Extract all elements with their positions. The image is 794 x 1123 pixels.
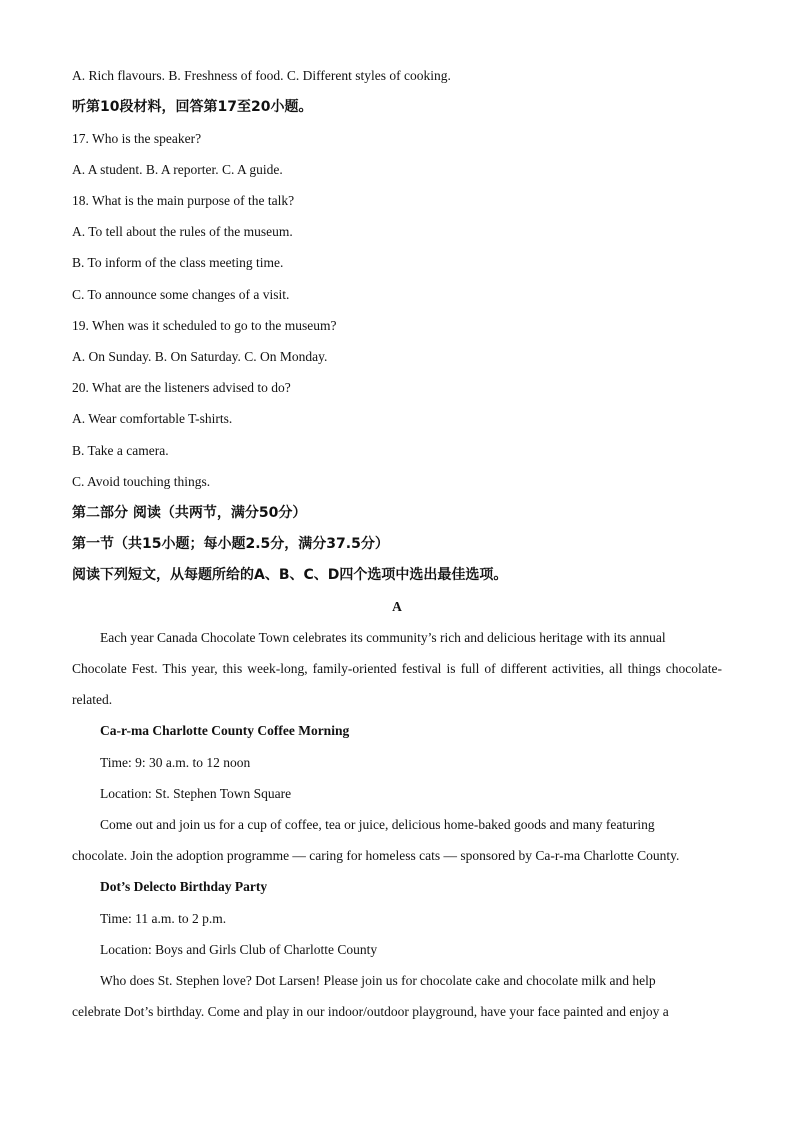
q16-options: A. Rich flavours. B. Freshness of food. C. Different styles of cooking.: [72, 68, 451, 83]
q19-options: A. On Sunday. B. On Saturday. C. On Monday.: [72, 349, 328, 364]
q17-options: A. A student. B. A reporter. C. A guide.: [72, 162, 283, 177]
q20-option-a: A. Wear comfortable T-shirts.: [72, 411, 233, 426]
q18-option-b: B. To inform of the class meeting time.: [72, 255, 284, 270]
part2-heading: 第二部分 阅读（共两节，满分50分）: [72, 505, 307, 521]
passage-letter: A: [392, 599, 402, 614]
event2-desc-2: celebrate Dot’s birthday. Come and play in our indoor/outdoor playground, have your face painted and enjoy a: [72, 1004, 669, 1019]
intro-line-3: related.: [72, 692, 113, 707]
q20-option-b: B. Take a camera.: [72, 443, 169, 458]
event1-time: Time: 9: 30 a.m. to 12 noon: [100, 755, 251, 770]
q18-option-a: A. To tell about the rules of the museum.: [72, 224, 293, 239]
event1-desc-2: chocolate. Join the adoption programme — caring for homeless cats — sponsored by Ca-r-ma Charlotte County.: [72, 848, 680, 863]
q19-question: 19. When was it scheduled to go to the museum?: [72, 318, 337, 333]
event1-title: Ca-r-ma Charlotte County Coffee Morning: [100, 723, 350, 738]
q18-question: 18. What is the main purpose of the talk?: [72, 193, 295, 208]
event2-location: Location: Boys and Girls Club of Charlotte County: [100, 942, 378, 957]
intro-line-1: Each year Canada Chocolate Town celebrates its community’s rich and delicious heritage with its annual: [100, 630, 666, 645]
event2-desc-1: Who does St. Stephen love? Dot Larsen! Please join us for chocolate cake and chocolate milk and help: [100, 973, 656, 988]
section10-instruction: 听第10段材料，回答第17至20小题。: [72, 99, 313, 115]
intro-line-2: Chocolate Fest. This year, this week-long, family-oriented festival is full of different activities, all things chocolate-: [72, 661, 722, 676]
q18-option-c: C. To announce some changes of a visit.: [72, 287, 290, 302]
event2-title: Dot’s Delecto Birthday Party: [100, 879, 268, 894]
q20-option-c: C. Avoid touching things.: [72, 474, 211, 489]
q20-question: 20. What are the listeners advised to do?: [72, 380, 291, 395]
event1-desc-1: Come out and join us for a cup of coffee, tea or juice, delicious home-baked goods and many featuring: [100, 817, 655, 832]
event1-location: Location: St. Stephen Town Square: [100, 786, 292, 801]
reading-instruction: 阅读下列短文，从每题所给的A、B、C、D四个选项中选出最佳选项。: [72, 567, 508, 583]
q17-question: 17. Who is the speaker?: [72, 131, 202, 146]
section1-heading: 第一节（共15小题；每小题2.5分，满分37.5分）: [72, 536, 389, 552]
event2-time: Time: 11 a.m. to 2 p.m.: [100, 911, 227, 926]
